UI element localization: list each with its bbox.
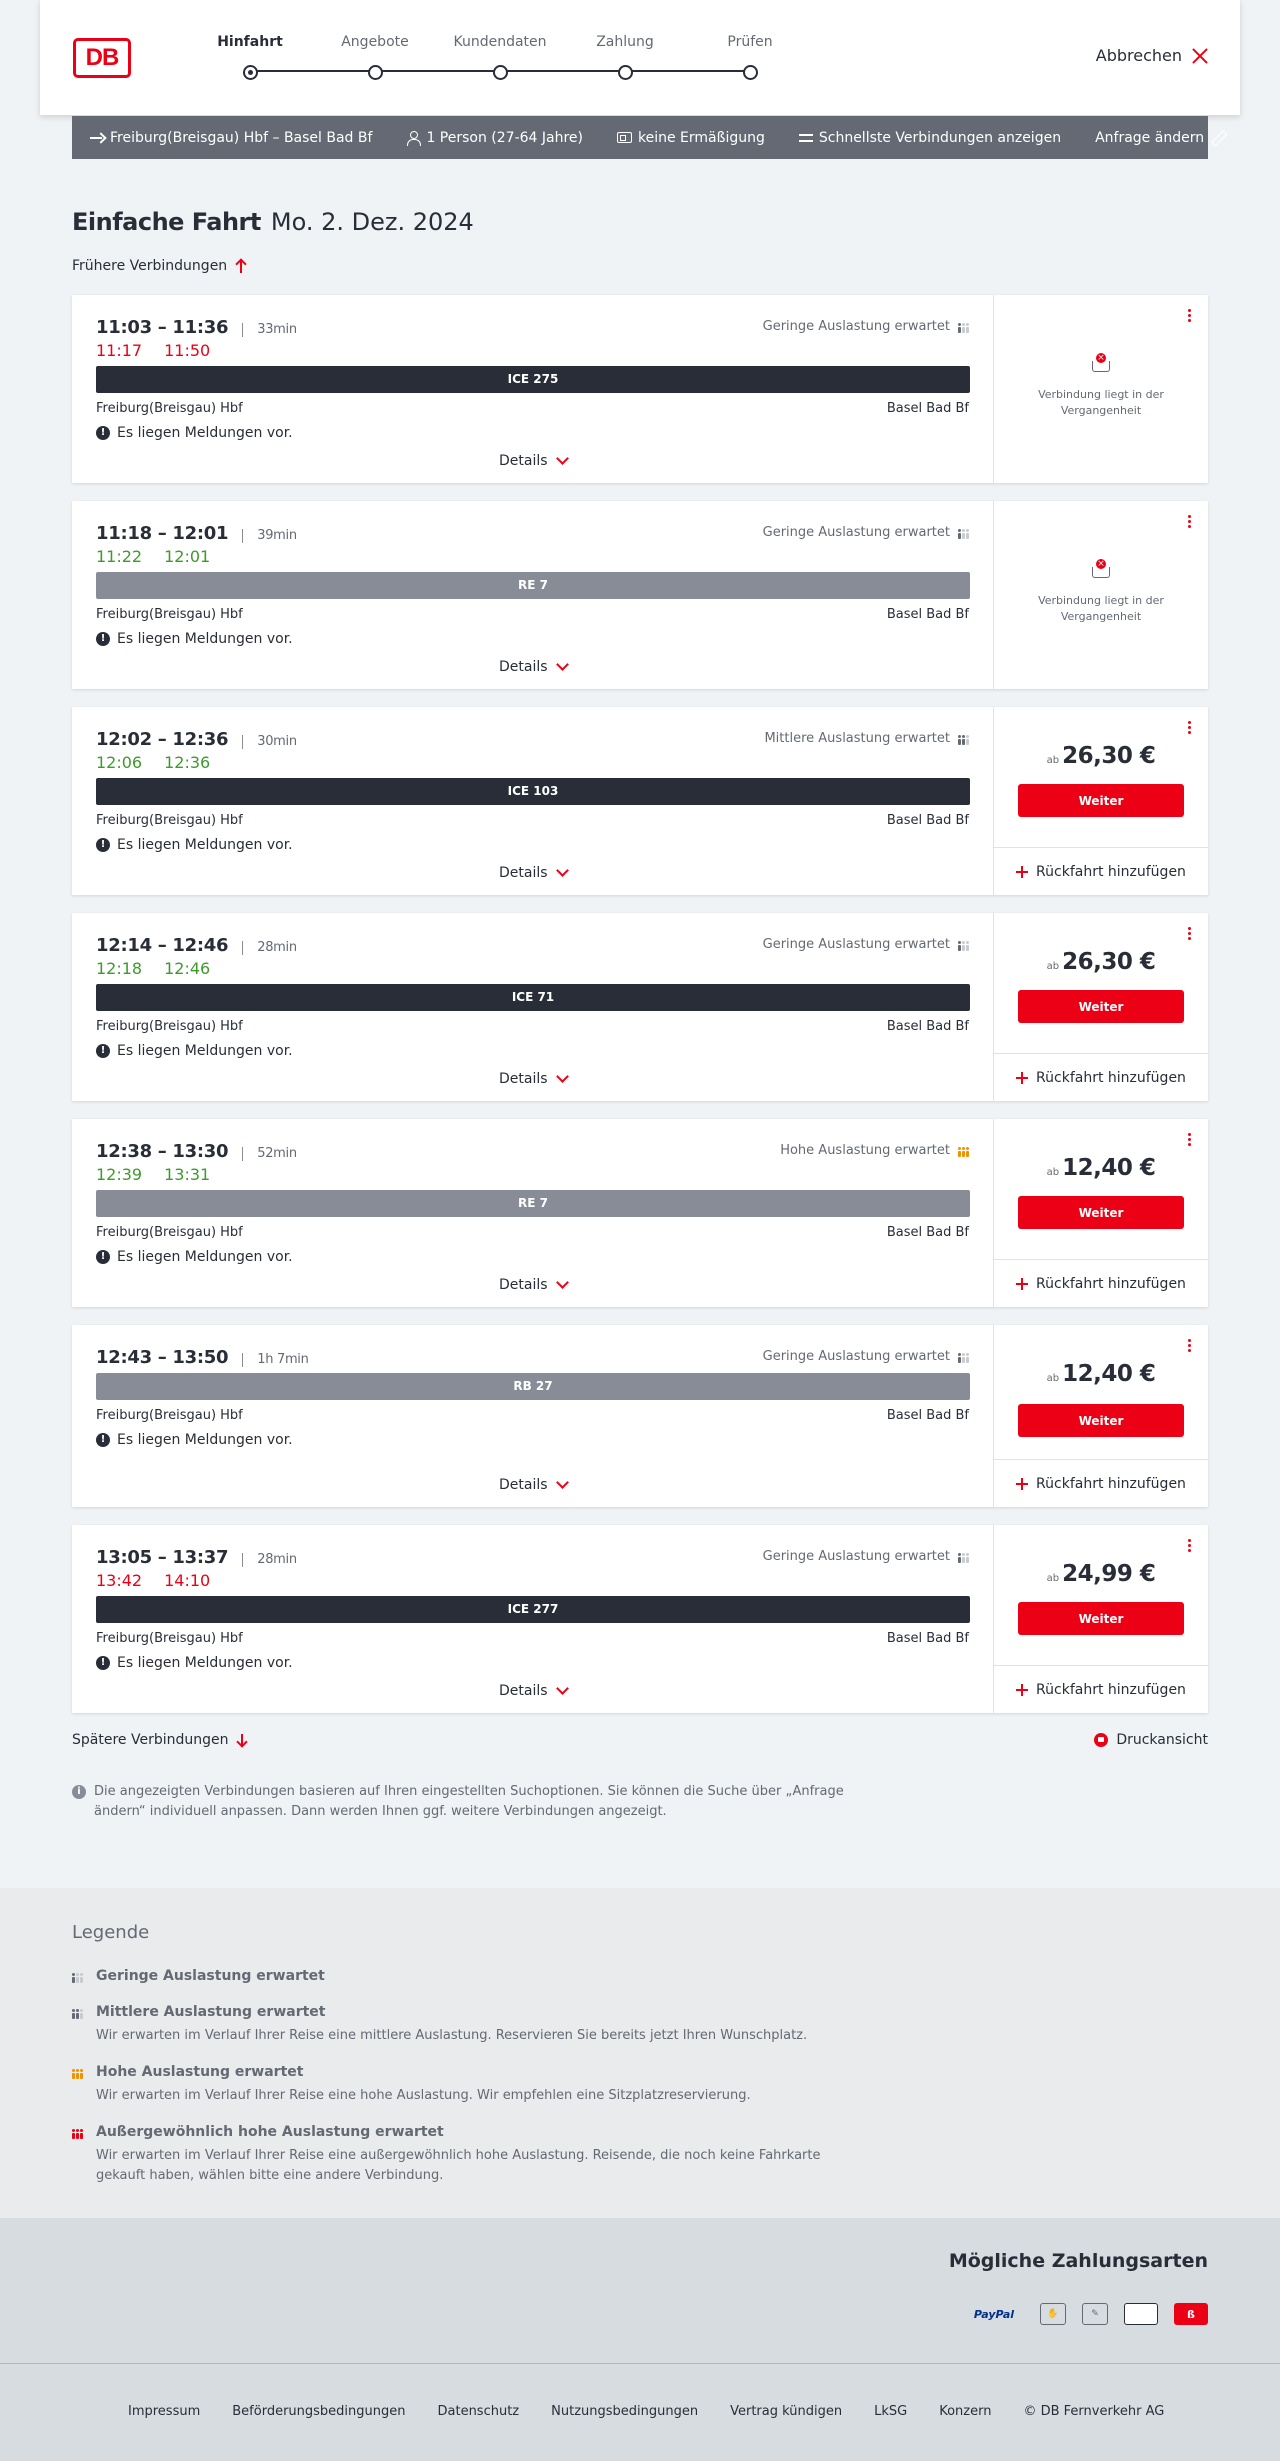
step-zahlung	[565, 34, 685, 80]
alert-icon: !	[96, 426, 110, 440]
occupancy-label: Geringe Auslastung erwartet	[762, 525, 950, 540]
occupancy-icon	[958, 1551, 969, 1563]
connection-card	[72, 913, 1208, 1101]
footer-link[interactable]: Vertrag kündigen	[730, 2404, 843, 2419]
summary-travellers-label: 1 Person (27-64 Jahre)	[426, 129, 583, 146]
duration: 28min	[242, 1553, 297, 1567]
progress-steps	[210, 34, 773, 84]
search-summary-bar	[72, 116, 1208, 159]
add-return-button[interactable]	[994, 847, 1208, 895]
departure-station: Freiburg(Breisgau) Hbf	[96, 607, 243, 622]
connection-times	[96, 935, 297, 956]
duration: 52min	[242, 1147, 297, 1161]
price-prefix: ab	[1046, 1167, 1060, 1178]
price	[994, 1155, 1208, 1181]
chevron-down-icon	[556, 1476, 569, 1489]
details-toggle[interactable]	[499, 1277, 567, 1293]
footer-links	[128, 2404, 1164, 2419]
departure-station: Freiburg(Breisgau) Hbf	[96, 1408, 243, 1423]
train-bar[interactable]: ICE 103	[96, 778, 970, 805]
cancel-label: Abbrechen	[1095, 46, 1182, 65]
connection-times	[96, 523, 297, 544]
bahncard-icon	[617, 132, 632, 143]
planned-times: 12:43 – 13:50	[96, 1347, 229, 1368]
connection-card	[72, 707, 1208, 895]
connection-card	[72, 1325, 1208, 1507]
occupancy-label: Geringe Auslastung erwartet	[762, 319, 950, 334]
connection-main	[72, 295, 994, 483]
more-options-icon[interactable]	[1188, 515, 1192, 531]
price-prefix: ab	[1046, 1373, 1060, 1384]
legend-item-title: Geringe Auslastung erwartet	[96, 1968, 325, 1984]
duration: 1h 7min	[242, 1353, 308, 1367]
arrival-station: Basel Bad Bf	[886, 1225, 969, 1240]
step-label: Kundendaten	[453, 34, 547, 50]
alert-icon: !	[96, 1656, 110, 1670]
later-connections-link[interactable]	[72, 1732, 248, 1748]
train-bar[interactable]: RB 27	[96, 1373, 970, 1400]
connection-card	[72, 1525, 1208, 1713]
legend-item-low	[72, 1968, 872, 1984]
notice-text: Es liegen Meldungen vor.	[117, 837, 293, 853]
info-icon: i	[72, 1785, 86, 1799]
realtime-times	[96, 547, 210, 566]
price-value: 12,40 €	[1062, 1155, 1156, 1181]
offer-panel	[994, 913, 1208, 1101]
arrival-station: Basel Bad Bf	[886, 1408, 969, 1423]
connection-times	[96, 1141, 297, 1162]
change-request-label: Anfrage ändern	[1095, 129, 1205, 146]
plus-icon	[1016, 1072, 1028, 1084]
arrow-down-icon	[236, 1733, 248, 1747]
add-return-label: Rückfahrt hinzufügen	[1036, 1475, 1186, 1492]
connection-main	[72, 1325, 994, 1507]
add-return-button[interactable]	[994, 1665, 1208, 1713]
connection-times	[96, 1347, 309, 1368]
earlier-connections-link[interactable]	[72, 258, 247, 274]
departure-station: Freiburg(Breisgau) Hbf	[96, 1019, 243, 1034]
alert-icon: !	[96, 838, 110, 852]
trip-type: Einfache Fahrt	[72, 208, 261, 236]
alert-icon: !	[96, 632, 110, 646]
connection-main	[72, 707, 994, 895]
plus-icon	[1016, 1478, 1028, 1490]
chevron-down-icon	[556, 1276, 569, 1289]
step-angebote	[315, 34, 435, 80]
more-options-icon[interactable]	[1188, 1339, 1192, 1355]
payment-icons	[964, 2303, 1208, 2325]
connection-card	[72, 1119, 1208, 1307]
details-toggle[interactable]	[499, 865, 567, 881]
occupancy-info	[763, 319, 969, 334]
occupancy-info	[763, 1549, 969, 1564]
realtime-arrival: 12:36	[164, 753, 211, 772]
add-return-label: Rückfahrt hinzufügen	[1036, 1681, 1186, 1698]
price	[994, 949, 1208, 975]
footer-link[interactable]: Beförderungsbedingungen	[232, 2404, 406, 2419]
duration: 33min	[242, 323, 297, 337]
more-options-icon[interactable]	[1188, 1539, 1192, 1555]
continue-button[interactable]: Weiter	[1018, 1196, 1184, 1229]
price-prefix: ab	[1046, 1573, 1060, 1584]
occupancy-info	[763, 937, 969, 952]
connection-times	[96, 1547, 297, 1568]
occupancy-label: Geringe Auslastung erwartet	[762, 1549, 950, 1564]
add-return-button[interactable]	[994, 1459, 1208, 1507]
info-note	[72, 1782, 852, 1822]
alert-icon: !	[96, 1250, 110, 1264]
past-text: Verbindung liegt in der Vergangenheit	[1038, 388, 1164, 417]
connection-times	[96, 317, 297, 338]
realtime-arrival: 13:31	[164, 1165, 211, 1184]
summary-discount[interactable]	[617, 130, 765, 146]
legend-title: Legende	[72, 1922, 150, 1943]
step-dot	[493, 65, 508, 80]
details-label: Details	[499, 1683, 548, 1699]
footer-link[interactable]: © DB Fernverkehr AG	[1023, 2404, 1165, 2419]
occupancy-info	[780, 1143, 969, 1158]
occupancy-icon	[958, 321, 969, 333]
arrow-right-icon	[90, 131, 104, 145]
legend-item-medium	[72, 2004, 872, 2046]
planned-times: 12:38 – 13:30	[96, 1141, 229, 1162]
summary-travellers[interactable]	[406, 130, 583, 146]
step-label: Zahlung	[596, 34, 654, 50]
plus-icon	[1016, 1684, 1028, 1696]
footer-link[interactable]: Datenschutz	[437, 2404, 520, 2419]
step-dot	[243, 65, 258, 80]
alert-icon: !	[96, 1044, 110, 1058]
legend-item-desc: Wir erwarten im Verlauf Ihrer Reise eine außergewöhnlich hohe Auslastung. Reisende, die noch keine Fahrkarte gekauft haben, wählen bitte eine andere Verbindung.	[96, 2148, 821, 2183]
add-return-label: Rückfahrt hinzufügen	[1036, 1069, 1186, 1086]
summary-fastest[interactable]	[799, 130, 1061, 146]
details-toggle[interactable]	[499, 1071, 567, 1087]
connection-times	[96, 729, 297, 750]
realtime-times	[96, 1165, 210, 1184]
cancel-button[interactable]	[1096, 46, 1208, 65]
offer-panel	[994, 295, 1208, 483]
plus-icon	[1016, 866, 1028, 878]
chevron-down-icon	[556, 452, 569, 465]
notices	[96, 1655, 293, 1671]
occupancy-icon	[958, 527, 969, 539]
plus-icon	[1016, 1278, 1028, 1290]
notices	[96, 425, 293, 441]
price	[994, 743, 1208, 769]
planned-times: 12:02 – 12:36	[96, 729, 229, 750]
duration: 39min	[242, 529, 297, 543]
details-toggle[interactable]	[499, 1477, 567, 1493]
summary-route[interactable]	[90, 130, 372, 146]
continue-button[interactable]: Weiter	[1018, 784, 1184, 817]
price-prefix: ab	[1046, 755, 1060, 766]
print-label: Druckansicht	[1116, 1732, 1208, 1748]
step-dot	[368, 65, 383, 80]
apple-pay-icon	[1124, 2303, 1158, 2325]
more-options-icon[interactable]	[1188, 1133, 1192, 1149]
db-logo[interactable]: DB	[73, 38, 131, 78]
connection-main	[72, 501, 994, 689]
more-options-icon[interactable]	[1188, 309, 1192, 325]
realtime-times	[96, 959, 210, 978]
details-label: Details	[499, 453, 548, 469]
cart-unavailable-icon	[1090, 561, 1112, 583]
more-options-icon[interactable]	[1188, 721, 1192, 737]
realtime-arrival: 12:46	[164, 959, 211, 978]
offer-panel	[994, 501, 1208, 689]
footer-link[interactable]: Konzern	[939, 2404, 992, 2419]
notice-text: Es liegen Meldungen vor.	[117, 1249, 293, 1265]
legend-item-high	[72, 2064, 872, 2106]
offer-panel	[994, 1525, 1208, 1713]
step-dot	[743, 65, 758, 80]
departure-station: Freiburg(Breisgau) Hbf	[96, 1225, 243, 1240]
train-bar[interactable]: ICE 71	[96, 984, 970, 1011]
duration: 28min	[242, 941, 297, 955]
connection-main	[72, 1525, 994, 1713]
occupancy-icon	[958, 1145, 969, 1157]
later-label: Spätere Verbindungen	[72, 1732, 229, 1748]
close-icon	[1192, 48, 1208, 64]
price-prefix: ab	[1046, 961, 1060, 972]
footer	[0, 2363, 1280, 2461]
train-bar[interactable]: ICE 275	[96, 366, 970, 393]
step-label: Prüfen	[727, 34, 773, 50]
summary-fastest-label: Schnellste Verbindungen anzeigen	[818, 129, 1062, 146]
continue-button[interactable]: Weiter	[1018, 1404, 1184, 1437]
realtime-departure: 12:06	[96, 753, 143, 772]
price-value: 12,40 €	[1062, 1361, 1156, 1387]
connection-card	[72, 295, 1208, 483]
realtime-departure: 11:17	[96, 341, 143, 360]
chevron-down-icon	[556, 658, 569, 671]
arrival-station: Basel Bad Bf	[886, 1019, 969, 1034]
arrival-station: Basel Bad Bf	[886, 607, 969, 622]
realtime-times	[96, 753, 210, 772]
planned-times: 11:18 – 12:01	[96, 523, 229, 544]
payment-title: Mögliche Zahlungsarten	[948, 2250, 1208, 2272]
realtime-arrival: 11:50	[164, 341, 211, 360]
realtime-times	[96, 1571, 210, 1590]
past-text: Verbindung liegt in der Vergangenheit	[1038, 594, 1164, 623]
chevron-down-icon	[556, 1070, 569, 1083]
legend-item-title: Hohe Auslastung erwartet	[96, 2064, 304, 2080]
legend-item-desc: Wir erwarten im Verlauf Ihrer Reise eine hohe Auslastung. Wir empfehlen eine Sitzplatzreservierung.	[96, 2088, 751, 2103]
occupancy-label: Mittlere Auslastung erwartet	[764, 731, 950, 746]
realtime-arrival: 12:01	[164, 547, 211, 566]
occupancy-label: Geringe Auslastung erwartet	[762, 937, 950, 952]
details-toggle[interactable]	[499, 453, 567, 469]
connection-main	[72, 913, 994, 1101]
change-request-button[interactable]	[1095, 130, 1224, 146]
notice-text: Es liegen Meldungen vor.	[117, 1655, 293, 1671]
add-return-label: Rückfahrt hinzufügen	[1036, 1275, 1186, 1292]
realtime-departure: 13:42	[96, 1571, 143, 1590]
alert-icon: !	[96, 1433, 110, 1447]
notice-text: Es liegen Meldungen vor.	[117, 425, 293, 441]
notices	[96, 837, 293, 853]
page-title	[72, 208, 474, 236]
details-label: Details	[499, 865, 548, 881]
notices	[96, 631, 293, 647]
legend-item-desc: Wir erwarten im Verlauf Ihrer Reise eine mittlere Auslastung. Reservieren Sie bereits jetzt Ihren Wunschplatz.	[96, 2028, 808, 2043]
high-load-icon	[72, 2067, 83, 2079]
realtime-times	[96, 341, 210, 360]
occupancy-info	[764, 731, 969, 746]
very-high-load-icon	[72, 2127, 83, 2139]
planned-times: 12:14 – 12:46	[96, 935, 229, 956]
footer-link[interactable]: LkSG	[874, 2404, 908, 2419]
chevron-down-icon	[556, 864, 569, 877]
step-dot	[618, 65, 633, 80]
details-label: Details	[499, 1477, 548, 1493]
past-connection-info	[994, 561, 1208, 625]
arrival-station: Basel Bad Bf	[886, 401, 969, 416]
train-bar[interactable]: ICE 277	[96, 1596, 970, 1623]
legend-item-very-high	[72, 2124, 872, 2186]
continue-button[interactable]: Weiter	[1018, 1602, 1184, 1635]
price	[994, 1361, 1208, 1387]
connection-main	[72, 1119, 994, 1307]
print-view-link[interactable]	[1094, 1732, 1208, 1748]
offer-panel	[994, 707, 1208, 895]
occupancy-icon	[958, 1351, 969, 1363]
add-return-button[interactable]	[994, 1259, 1208, 1307]
notice-text: Es liegen Meldungen vor.	[117, 1432, 293, 1448]
trip-date: Mo. 2. Dez. 2024	[270, 208, 474, 236]
realtime-arrival: 14:10	[164, 1571, 211, 1590]
legend-item-title: Mittlere Auslastung erwartet	[96, 2004, 326, 2020]
notices	[96, 1043, 293, 1059]
arrow-up-icon	[235, 259, 247, 273]
print-icon	[1094, 1733, 1108, 1747]
medium-load-icon	[72, 2007, 83, 2019]
offer-panel	[994, 1325, 1208, 1507]
occupancy-icon	[958, 733, 969, 745]
footer-link[interactable]: Nutzungsbedingungen	[551, 2404, 699, 2419]
occupancy-label: Geringe Auslastung erwartet	[762, 1349, 950, 1364]
filter-icon	[799, 131, 813, 145]
add-return-label: Rückfahrt hinzufügen	[1036, 863, 1186, 880]
connection-card	[72, 501, 1208, 689]
price	[994, 1561, 1208, 1587]
duration: 30min	[242, 735, 297, 749]
departure-station: Freiburg(Breisgau) Hbf	[96, 401, 243, 416]
arrival-station: Basel Bad Bf	[886, 813, 969, 828]
summary-route-label: Freiburg(Breisgau) Hbf – Basel Bad Bf	[110, 129, 373, 146]
details-label: Details	[499, 1071, 548, 1087]
realtime-departure: 12:18	[96, 959, 143, 978]
details-toggle[interactable]	[499, 1683, 567, 1699]
header	[40, 0, 1240, 115]
price-value: 26,30 €	[1062, 743, 1156, 769]
train-bar[interactable]: RE 7	[96, 572, 970, 599]
continue-button[interactable]: Weiter	[1018, 990, 1184, 1023]
realtime-departure: 12:39	[96, 1165, 143, 1184]
more-options-icon[interactable]	[1188, 927, 1192, 943]
past-connection-info	[994, 355, 1208, 419]
person-icon	[406, 131, 420, 145]
notices	[96, 1432, 293, 1448]
realtime-departure: 11:22	[96, 547, 143, 566]
paypal-icon: PayPal	[973, 2307, 1015, 2321]
train-bar[interactable]: RE 7	[96, 1190, 970, 1217]
details-label: Details	[499, 659, 548, 675]
add-return-button[interactable]	[994, 1053, 1208, 1101]
departure-station: Freiburg(Breisgau) Hbf	[96, 813, 243, 828]
details-label: Details	[499, 1277, 548, 1293]
arrival-station: Basel Bad Bf	[886, 1631, 969, 1646]
occupancy-info	[763, 1349, 969, 1364]
departure-station: Freiburg(Breisgau) Hbf	[96, 1631, 243, 1646]
summary-discount-label: keine Ermäßigung	[638, 129, 765, 146]
details-toggle[interactable]	[499, 659, 567, 675]
notice-text: Es liegen Meldungen vor.	[117, 1043, 293, 1059]
notice-text: Es liegen Meldungen vor.	[117, 631, 293, 647]
cart-unavailable-icon	[1090, 355, 1112, 377]
step-kundendaten	[440, 34, 560, 80]
low-load-icon	[72, 1971, 83, 1983]
credit-card-icon: ✋	[1040, 2303, 1066, 2325]
occupancy-icon	[958, 939, 969, 951]
sepa-icon: ✎	[1082, 2303, 1108, 2325]
price-value: 24,99 €	[1062, 1561, 1156, 1587]
planned-times: 11:03 – 11:36	[96, 317, 229, 338]
step-pruefen	[690, 34, 810, 80]
db-payment-icon: ß	[1174, 2303, 1208, 2325]
footer-link[interactable]: Impressum	[128, 2404, 201, 2419]
info-text: Die angezeigten Verbindungen basieren auf Ihren eingestellten Suchoptionen. Sie können die Suche über „Anfrage ändern“ individuell anpassen. Dann werden Ihnen ggf. weitere Verbindungen angezeigt.	[94, 1784, 844, 1819]
payment-methods-section	[0, 2218, 1280, 2363]
step-label: Hinfahrt	[217, 34, 283, 50]
legend-section	[0, 1888, 1280, 2218]
chevron-down-icon	[556, 1682, 569, 1695]
step-label: Angebote	[341, 34, 409, 50]
notices	[96, 1249, 293, 1265]
legend-item-title: Außergewöhnlich hohe Auslastung erwartet	[96, 2124, 444, 2140]
step-hinfahrt	[190, 34, 310, 80]
price-value: 26,30 €	[1062, 949, 1156, 975]
earlier-label: Frühere Verbindungen	[72, 258, 228, 274]
offer-panel	[994, 1119, 1208, 1307]
pencil-icon	[1210, 131, 1224, 145]
occupancy-label: Hohe Auslastung erwartet	[780, 1143, 950, 1158]
occupancy-info	[763, 525, 969, 540]
planned-times: 13:05 – 13:37	[96, 1547, 229, 1568]
